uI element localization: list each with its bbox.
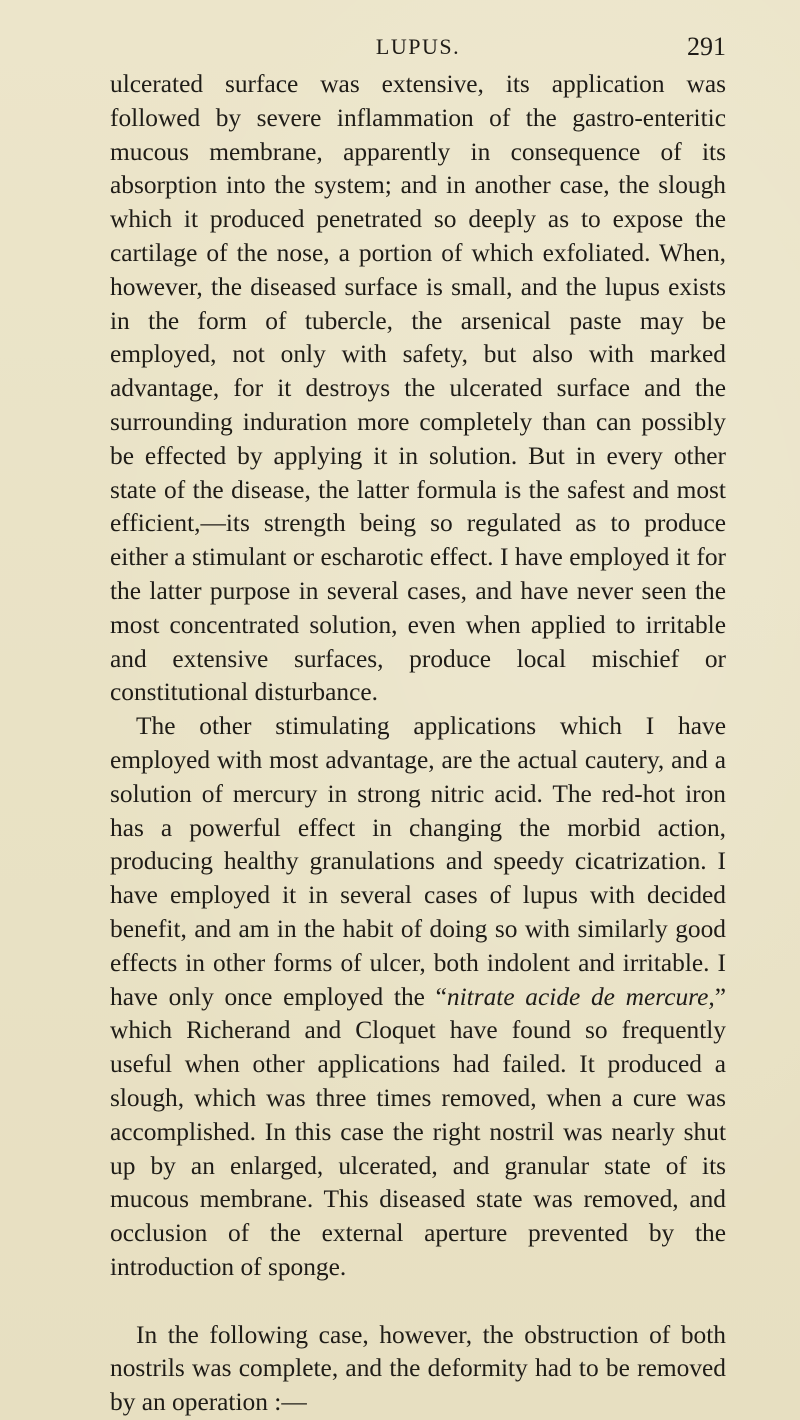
page-number: 291 bbox=[687, 32, 726, 61]
running-head bbox=[110, 32, 726, 66]
paragraph-stimulating-applications bbox=[110, 710, 726, 1285]
paragraph-text-part: The other stimulating applications which I have employed with most advantage, are the actual cautery, and a solution of mercury in strong nitric acid. The red-hot iron has a powerful effect in changing the morbid action, producing healthy granulations and speedy cicatrization. I have employed it in several cases of lupus with decided benefit, and am in the habit of doing so with similarly good effects in other forms of ulcer, both indolent and irritable. I have only once employed the “ bbox=[110, 712, 726, 1011]
paragraph-following-case: In the following case, however, the obstruction of both nostrils was complete, and the deformity had to be removed by an operation :— bbox=[110, 1320, 726, 1417]
paragraph-text-part: ” which Richerand and Cloquet have found so frequently useful when other applications had failed. It produced a slough, which was three times removed, when a cure was accomplished. In this case the right nostril was nearly shut up by an enlarged, ulcerated, and granular state of its mucous membrane. This diseased state was removed, and occlusion of the external aperture prevented by the introduction of sponge. bbox=[110, 982, 726, 1281]
body-text bbox=[110, 68, 726, 1420]
paragraph-continued: ulcerated surface was extensive, its application was followed by severe inflammation of the gastro-enteritic mucous membrane, apparently in consequence of its absorption into the system; and in another case, the slough which it produced penetrated so deeply as to expose the cartilage of the nose, a portion of which exfoliated. When, however, the diseased surface is small, and the lupus exists in the form of tubercle, the arsenical paste may be employed, not only with safety, but also with marked advantage, for it destroys the ulcerated surface and the surrounding induration more completely than can possibly be effected by applying it in solution. But in every other state of the disease, the latter formula is the safest and most efficient,—its strength being so regulated as to produce either a stimulant or escharotic effect. I have employed it for the latter purpose in several cases, and have never seen the most concentrated solution, even when applied to irritable and extensive surfaces, produce local mischief or constitutional disturbance. bbox=[110, 70, 726, 707]
italic-term: nitrate acide de mercure, bbox=[446, 982, 715, 1011]
running-title: LUPUS. bbox=[375, 34, 461, 59]
